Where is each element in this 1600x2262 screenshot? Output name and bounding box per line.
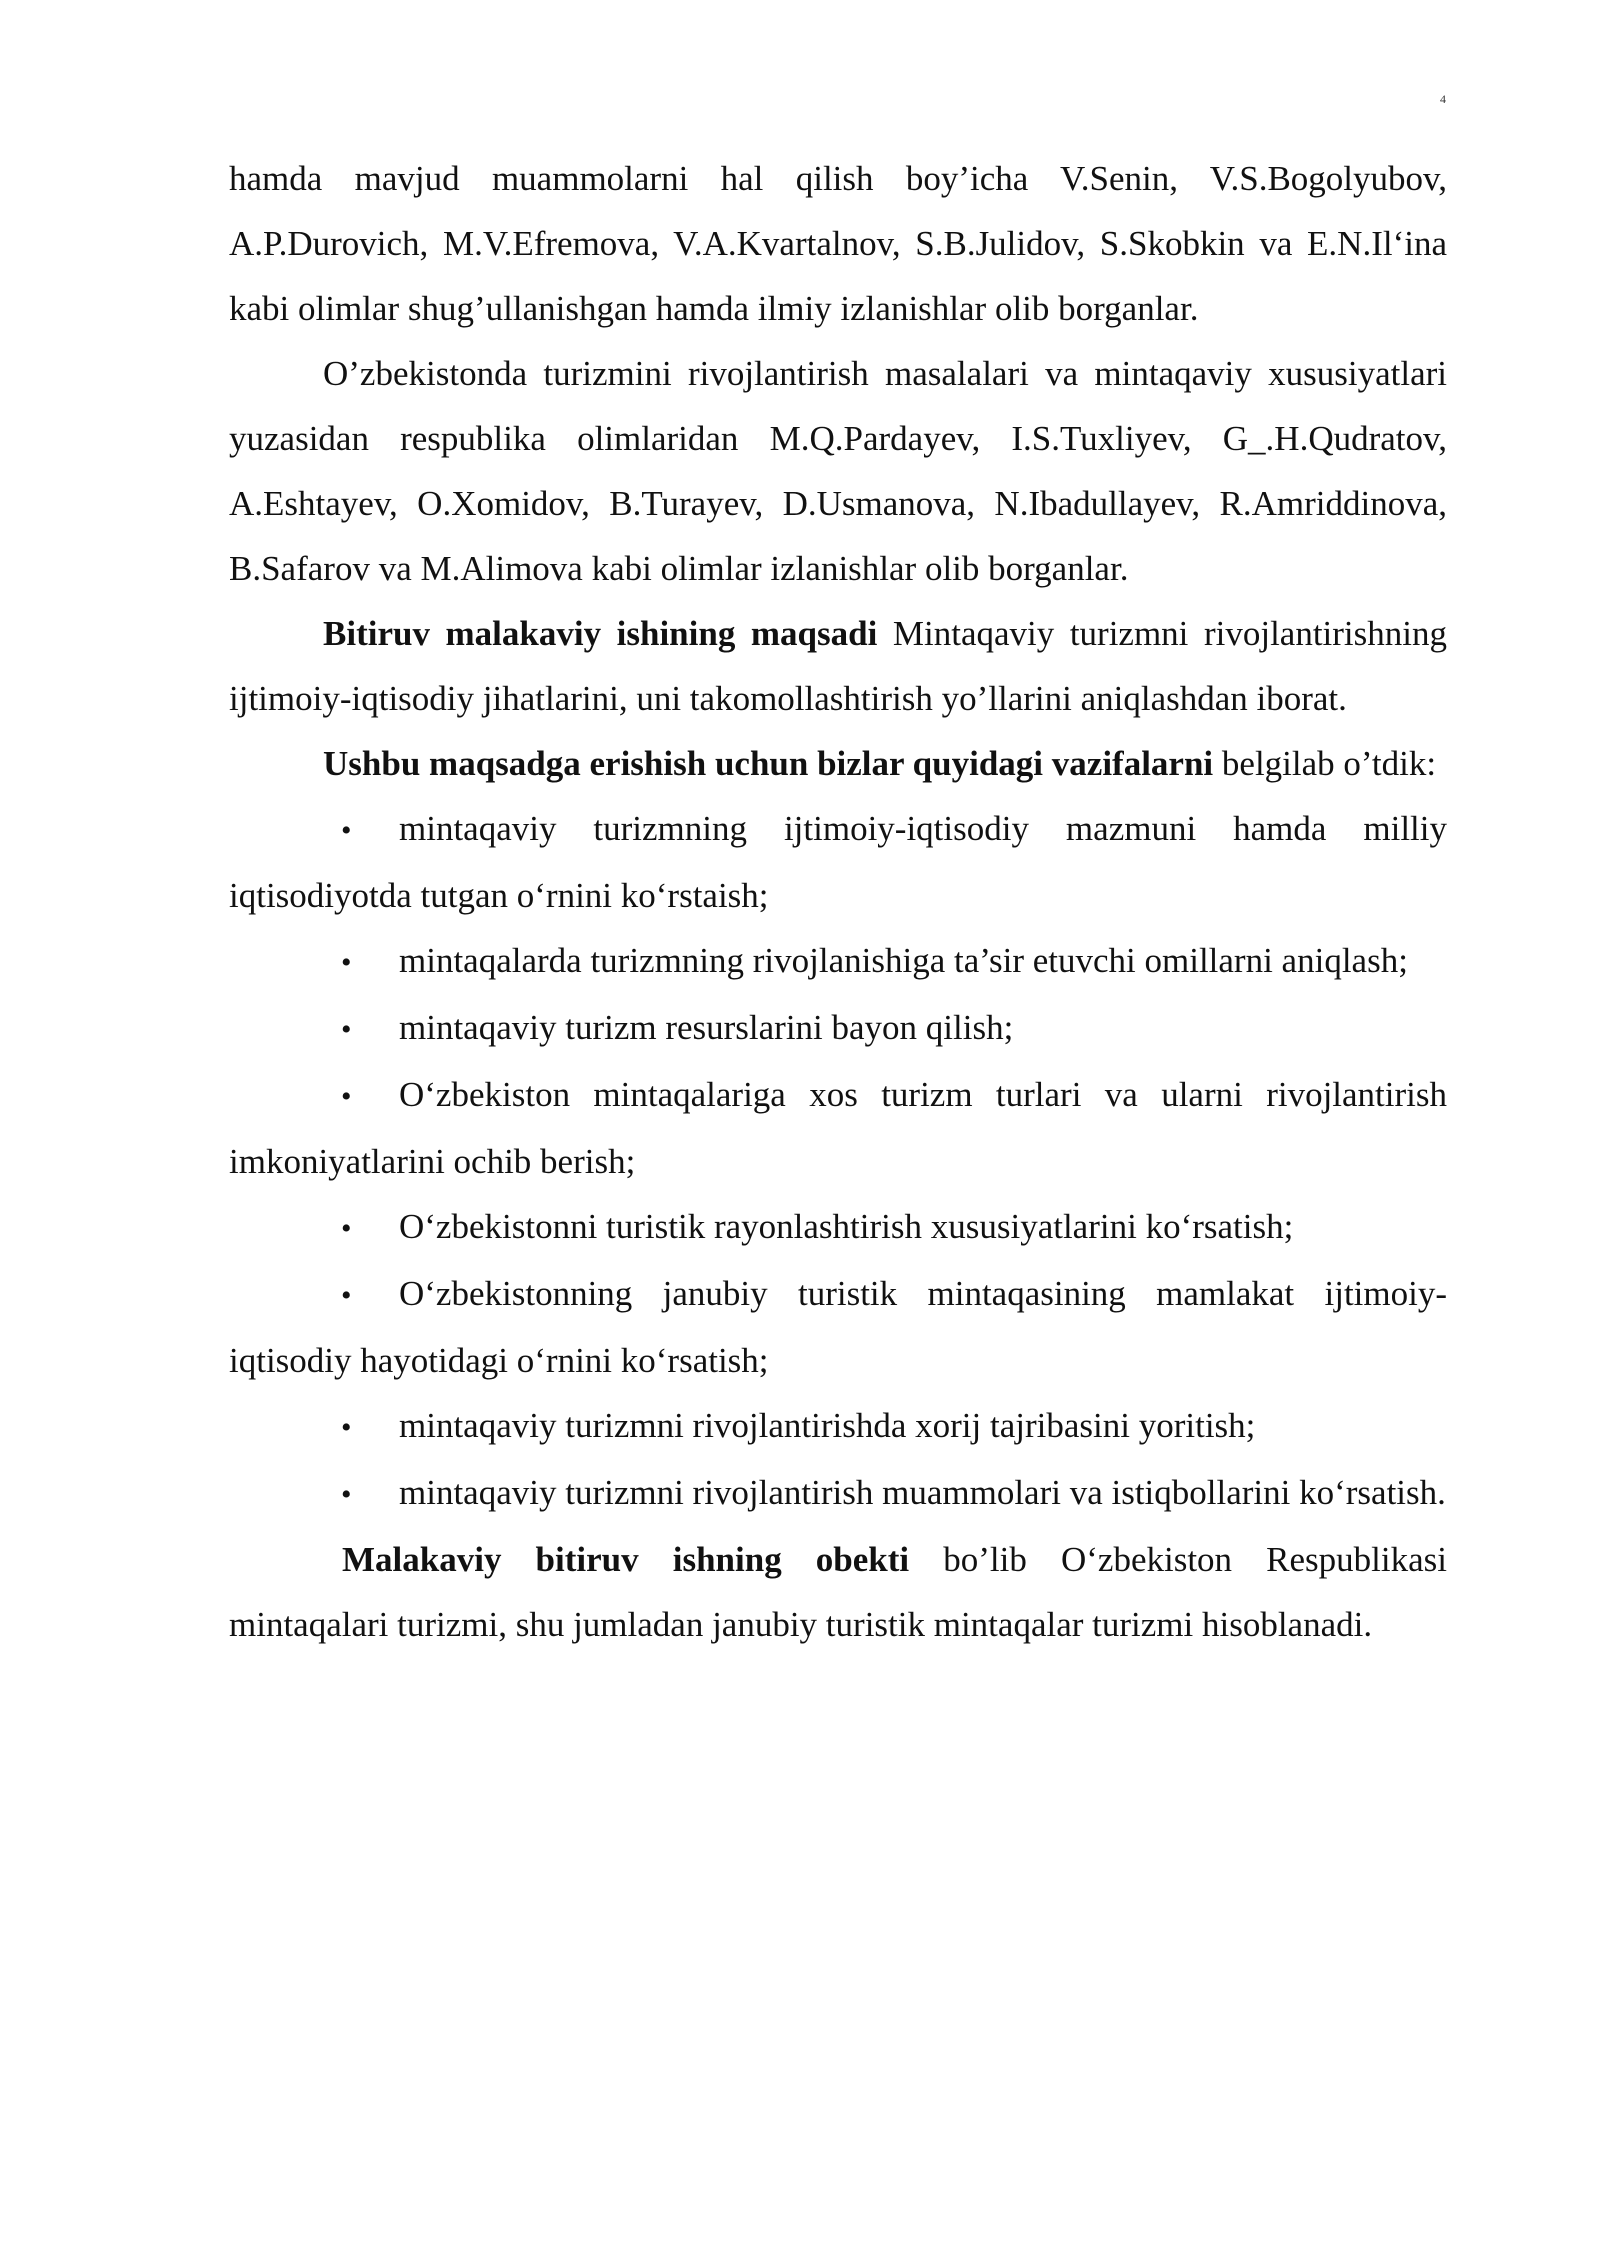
thesis-goal-text: Mintaqaviy turizmni rivojlantirishning ijtimoiy-iqtisodiy jihatlarini, uni takomollashtirish yo’llarini aniqlashdan iborat. <box>229 614 1447 718</box>
list-item-text: mintaqaviy turizm resurslarini bayon qilish; <box>399 1008 1014 1047</box>
list-item <box>229 928 1447 995</box>
tasks-intro-heading: Ushbu maqsadga erishish uchun bizlar quyidagi vazifalarni <box>323 744 1214 783</box>
list-item-text: mintaqalarda turizmning rivojlanishiga ta’sir etuvchi omillarni aniqlash; <box>399 941 1408 980</box>
page-number: 4 <box>1440 92 1446 106</box>
bullet-icon: • <box>341 814 352 847</box>
list-item <box>229 995 1447 1062</box>
tasks-intro-text: belgilab o’tdik: <box>1213 744 1437 783</box>
list-item-text: O‘zbekiston mintaqalariga xos turizm turlari va ularni rivojlantirish imkoniyatlarini ochib berish; <box>229 1075 1447 1181</box>
bullet-icon: • <box>341 1411 352 1444</box>
bullet-icon: • <box>341 1478 352 1511</box>
paragraph-uzbek-researchers: O’zbekistonda turizmini rivojlantirish masalalari va mintaqaviy xususiyatlari yuzasidan respublika olimlaridan M.Q.Pardayev, I.S.Tuxliyev, G_.H.Qudratov, A.Eshtayev, O.Xomidov, B.Turayev, D.Usmanova, N.Ibadullayev, R.Amriddinova, B.Safarov va M.Alimova kabi olimlar izlanishlar olib borganlar. <box>229 354 1447 588</box>
paragraph-thesis-goal <box>229 601 1447 731</box>
thesis-object-text: bo’lib O‘zbekiston Respublikasi mintaqalari turizmi, shu jumladan janubiy turistik mintaqalar turizmi hisoblanadi. <box>229 1540 1447 1644</box>
bullet-icon: • <box>341 946 352 979</box>
paragraph-researchers-continued: hamda mavjud muammolarni hal qilish boy’icha V.Senin, V.S.Bogolyubov, A.P.Durovich, M.V.Efremova, V.A.Kvartalnov, S.B.Julidov, S.Skobkin va E.N.Il‘ina kabi olimlar shug’ullanishgan hamda ilmiy izlanishlar olib borganlar. <box>229 159 1447 328</box>
list-item-text: O‘zbekistonning janubiy turistik mintaqasining mamlakat ijtimoiy-iqtisodiy hayotidagi o‘rnini ko‘rsatish; <box>229 1274 1447 1380</box>
paragraph-thesis-object <box>229 1527 1447 1657</box>
bullet-icon: • <box>341 1279 352 1312</box>
bullet-icon: • <box>341 1212 352 1245</box>
thesis-object-heading: Malakaviy bitiruv ishning obekti <box>342 1540 910 1579</box>
list-item <box>229 1194 1447 1261</box>
list-item-text: mintaqaviy turizmning ijtimoiy-iqtisodiy mazmuni hamda milliy iqtisodiyotda tutgan o‘rnini ko‘rstaish; <box>229 809 1447 915</box>
list-item <box>229 1393 1447 1460</box>
bullet-icon: • <box>341 1080 352 1113</box>
thesis-goal-heading: Bitiruv malakaviy ishining maqsadi <box>323 614 878 653</box>
list-item-text: O‘zbekistonni turistik rayonlashtirish xususiyatlarini ko‘rsatish; <box>399 1207 1294 1246</box>
document-body <box>229 146 1447 1657</box>
list-item <box>229 1261 1447 1393</box>
bullet-icon: • <box>341 1013 352 1046</box>
list-item-text: mintaqaviy turizmni rivojlantirishda xorij tajribasini yoritish; <box>399 1406 1256 1445</box>
paragraph-tasks-intro <box>229 731 1447 796</box>
list-item <box>229 1460 1447 1527</box>
list-item <box>229 796 1447 928</box>
list-item <box>229 1062 1447 1194</box>
list-item-text: mintaqaviy turizmni rivojlantirish muammolari va istiqbollarini ko‘rsatish. <box>399 1473 1446 1512</box>
